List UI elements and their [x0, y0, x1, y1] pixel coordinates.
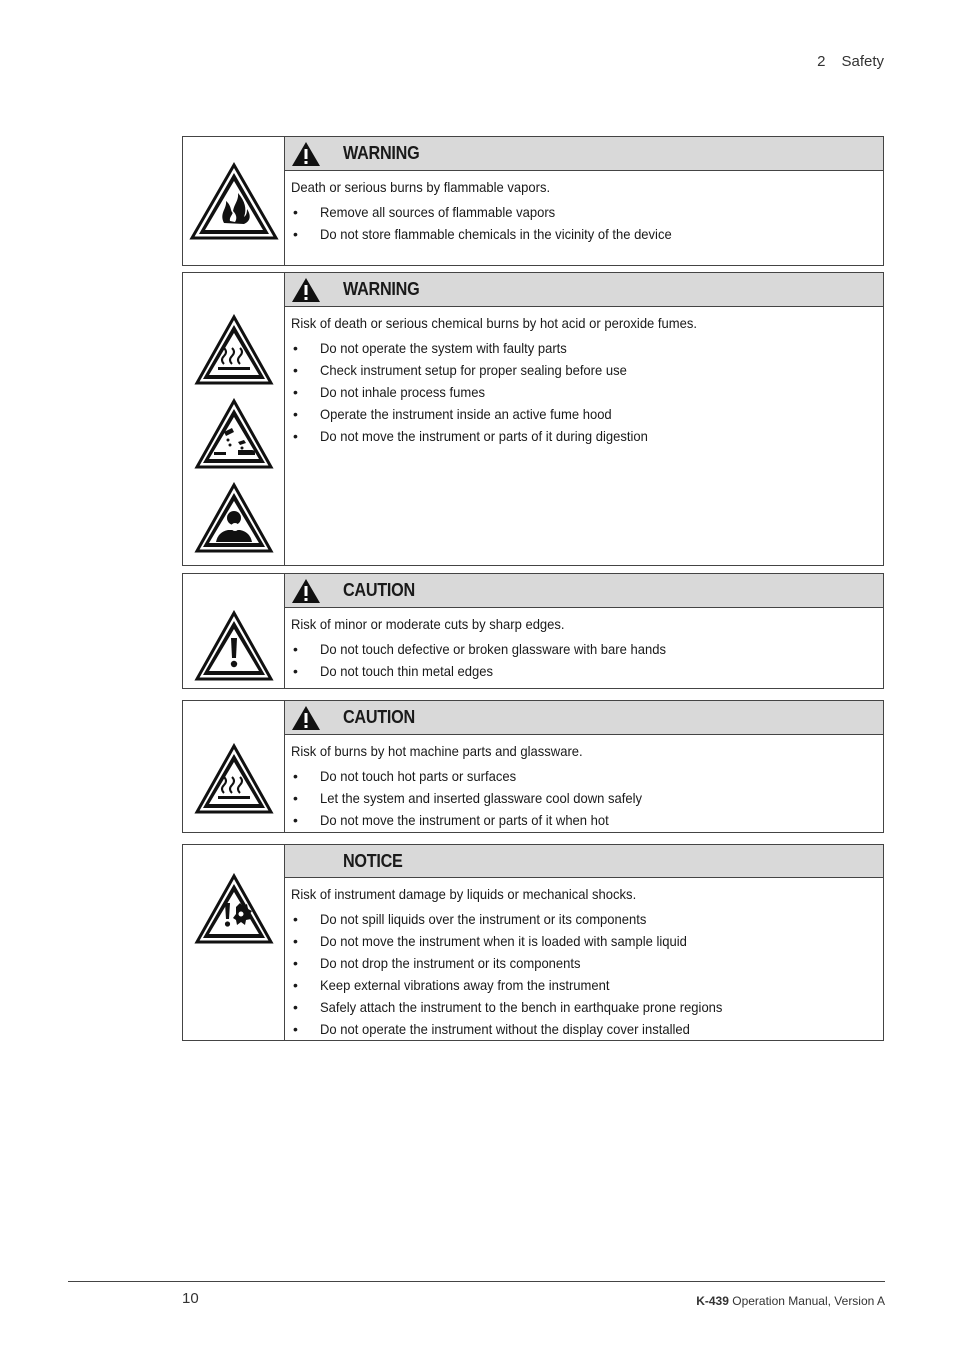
hazard-statement: Risk of death or serious chemical burns by hot acid or peroxide fumes. — [291, 315, 697, 331]
caution-box-hot-parts — [182, 700, 884, 833]
warning-box-flammable — [182, 136, 884, 266]
list-item: • Keep external vibrations away from the instrument — [291, 974, 875, 996]
hazard-statement: Death or serious burns by flammable vapors. — [291, 179, 551, 195]
hazard-statement: Risk of minor or moderate cuts by sharp edges. — [291, 616, 565, 632]
measure-list — [291, 201, 875, 245]
icon-column — [183, 574, 285, 688]
list-item: • Do not operate the instrument without the display cover installed — [291, 1018, 875, 1040]
alert-triangle-icon — [291, 277, 321, 303]
alert-triangle-icon — [291, 141, 321, 167]
list-item: • Do not drop the instrument or its components — [291, 952, 875, 974]
signal-word: WARNING — [343, 279, 420, 299]
list-item: • Do not touch hot parts or surfaces — [291, 765, 875, 787]
icon-column — [183, 273, 285, 565]
chapter-number: 2 — [817, 53, 826, 70]
caution-box-sharp-edges — [182, 573, 884, 689]
signal-word: CAUTION — [343, 707, 415, 727]
chapter-title: Safety — [841, 53, 884, 70]
signal-word: WARNING — [343, 143, 420, 163]
list-item: • Do not operate the system with faulty parts — [291, 337, 875, 359]
signal-word-bar — [285, 273, 883, 307]
alert-triangle-icon — [291, 705, 321, 731]
product-name: K-439 — [696, 1294, 729, 1308]
measure-list — [291, 908, 875, 1040]
hazard-statement: Risk of instrument damage by liquids or mechanical shocks. — [291, 886, 637, 902]
measure-list — [291, 638, 875, 682]
hazard-statement: Risk of burns by hot machine parts and glassware. — [291, 743, 583, 759]
running-header — [817, 53, 884, 70]
measure-list — [291, 765, 875, 831]
icon-column — [183, 701, 285, 832]
corrosive-icon — [194, 398, 274, 470]
list-item: • Do not move the instrument or parts of it when hot — [291, 809, 875, 831]
list-item: • Do not move the instrument when it is loaded with sample liquid — [291, 930, 875, 952]
list-item: • Remove all sources of flammable vapors — [291, 201, 875, 223]
general-warning-icon — [194, 610, 274, 682]
page-number: 10 — [182, 1290, 199, 1307]
icon-column — [183, 137, 285, 265]
footer-divider — [68, 1281, 885, 1282]
icon-column — [183, 845, 285, 1040]
list-item: • Do not move the instrument or parts of it during digestion — [291, 425, 875, 447]
inhalation-hazard-icon — [194, 482, 274, 554]
list-item: • Do not touch thin metal edges — [291, 660, 875, 682]
list-item: • Check instrument setup for proper sealing before use — [291, 359, 875, 381]
signal-word-bar — [285, 701, 883, 735]
manual-version: Operation Manual, Version A — [728, 1294, 885, 1308]
alert-triangle-icon — [291, 578, 321, 604]
signal-word: CAUTION — [343, 580, 415, 600]
signal-word-bar — [285, 574, 883, 608]
measure-list — [291, 337, 875, 447]
list-item: • Let the system and inserted glassware cool down safely — [291, 787, 875, 809]
notice-box-instrument-damage — [182, 844, 884, 1041]
hot-surface-icon — [194, 314, 274, 386]
property-damage-icon — [194, 873, 274, 945]
signal-word-bar — [285, 845, 883, 878]
list-item: • Do not store flammable chemicals in the vicinity of the device — [291, 223, 875, 245]
flammable-icon — [189, 161, 279, 241]
list-item: • Safely attach the instrument to the bench in earthquake prone regions — [291, 996, 875, 1018]
list-item: • Do not touch defective or broken glassware with bare hands — [291, 638, 875, 660]
warning-box-acid-fumes — [182, 272, 884, 566]
list-item: • Operate the instrument inside an active fume hood — [291, 403, 875, 425]
list-item: • Do not inhale process fumes — [291, 381, 875, 403]
hot-surface-icon — [194, 743, 274, 815]
signal-word: NOTICE — [343, 850, 403, 871]
list-item: • Do not spill liquids over the instrument or its components — [291, 908, 875, 930]
signal-word-bar — [285, 137, 883, 171]
document-title — [696, 1294, 885, 1308]
